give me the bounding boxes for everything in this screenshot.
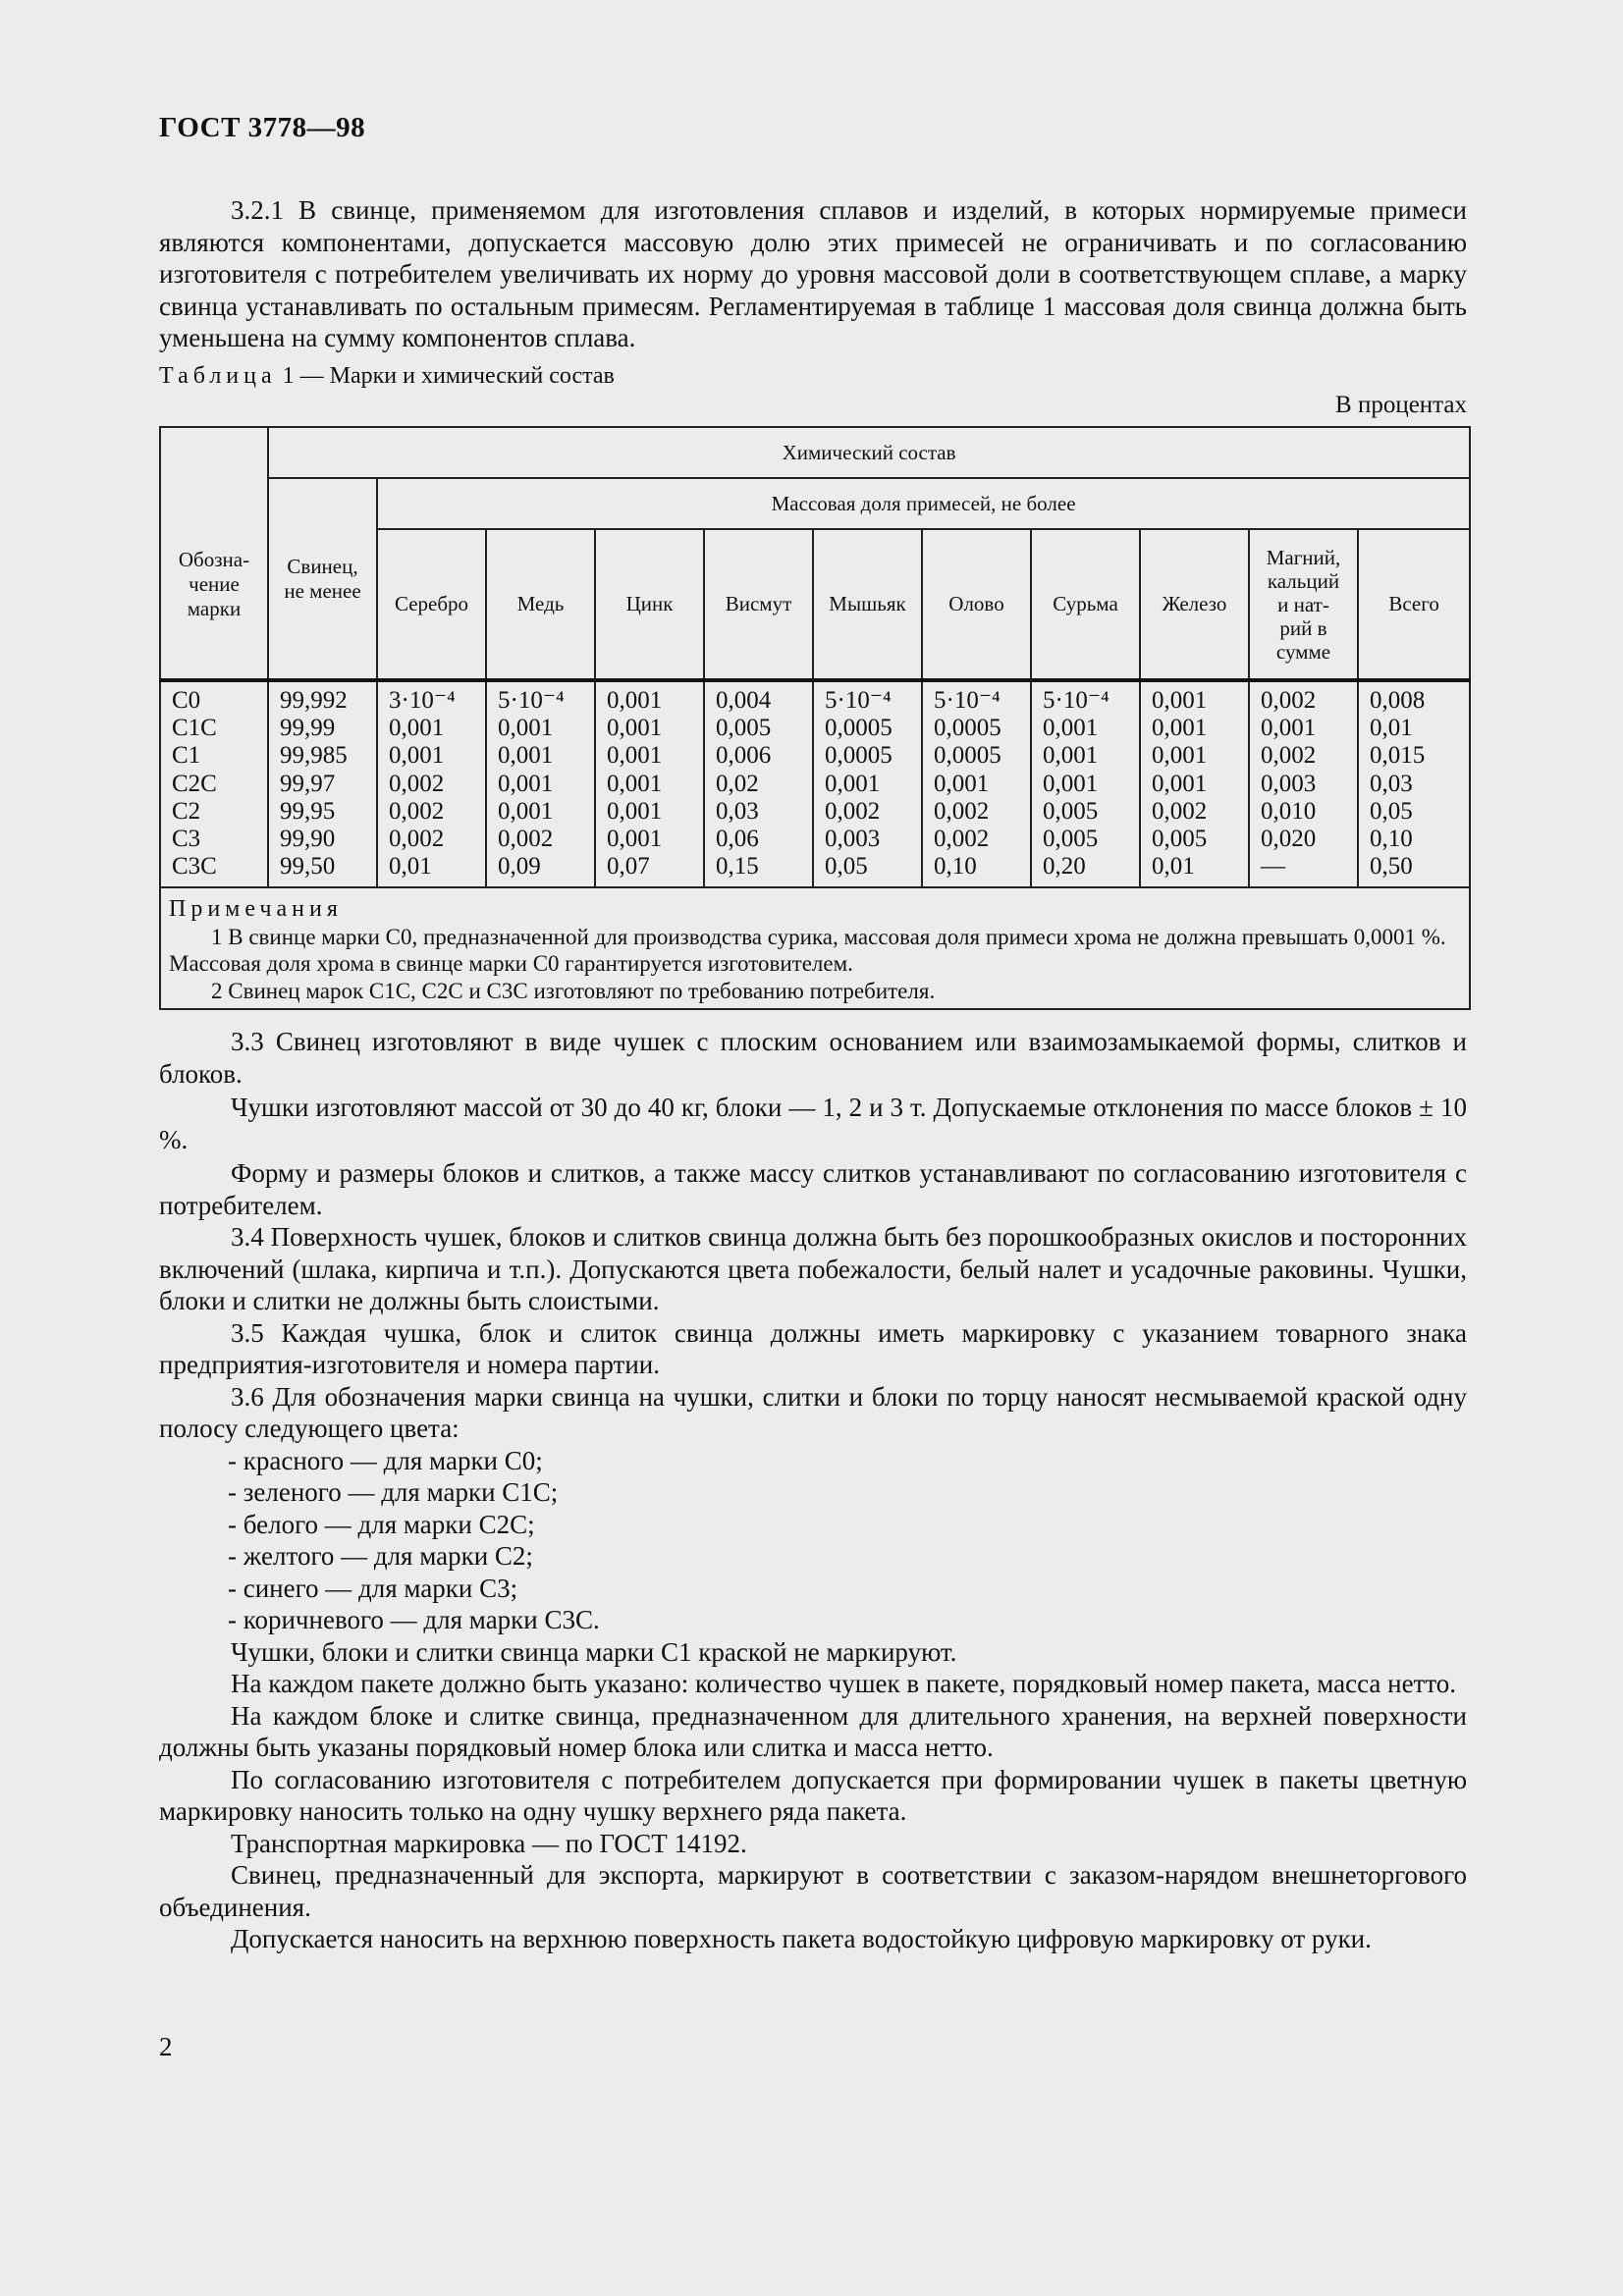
paragraph: Чушки изготовляют массой от 30 до 40 кг, блоки — 1, 2 и 3 т. Допускаемые отклонения по массе блоков ± 10 %.: [159, 1093, 1467, 1154]
paragraph: Форму и размеры блоков и слитков, а также массу слитков устанавливают по согласованию изготовителя с потребителем.: [159, 1158, 1467, 1220]
list-item: - белого — для марки С2С;: [228, 1509, 535, 1539]
header-lead: Свинец, не менее: [268, 478, 377, 680]
header-chemical-composition: Химический состав: [268, 427, 1470, 478]
list-item: - зеленого — для марки С1С;: [228, 1477, 559, 1507]
paragraph: Транспортная маркировка — по ГОСТ 14192.: [231, 1828, 747, 1858]
paragraph: 3.5 Каждая чушка, блок и слиток свинца должны иметь маркировку с указанием товарного знака предприятия-изготовителя и номера партии.: [159, 1317, 1467, 1379]
table-units: В процентах: [1335, 392, 1467, 418]
paragraph: На каждом блоке и слитке свинца, предназначенном для длительного хранения, на верхней поверхности должны быть указаны порядковый номер блока или слитка и масса нетто.: [159, 1700, 1467, 1762]
col-copper: 5·10⁻⁴ 0,001 0,001 0,001 0,001 0,002 0,09: [486, 680, 595, 887]
document-header: ГОСТ 3778—98: [159, 112, 366, 143]
col-tin: 5·10⁻⁴ 0,0005 0,0005 0,001 0,002 0,002 0,10: [922, 680, 1031, 887]
table-notes: [160, 887, 1470, 1009]
header-arsenic: Мышьяк: [813, 529, 922, 680]
col-bismuth: 0,004 0,005 0,006 0,02 0,03 0,06 0,15: [704, 680, 813, 887]
header-grade: Обозна- чение марки: [160, 427, 268, 680]
list-item: - желтого — для марки С2;: [228, 1541, 533, 1571]
table-caption-word: Таблица: [159, 363, 277, 389]
header-iron: Железо: [1140, 529, 1249, 680]
col-total: 0,008 0,01 0,015 0,03 0,05 0,10 0,50: [1358, 680, 1470, 887]
header-zinc: Цинк: [595, 529, 704, 680]
col-grade: С0 С1С С1 С2С С2 С3 С3С: [160, 680, 268, 887]
paragraph: Свинец, предназначенный для экспорта, маркируют в соответствии с заказом-нарядом внешнеторгового объединения.: [159, 1860, 1467, 1922]
paragraph: Допускается наносить на верхнюю поверхность пакета водостойкую цифровую маркировку от руки.: [231, 1924, 1372, 1953]
col-arsenic: 5·10⁻⁴ 0,0005 0,0005 0,001 0,002 0,003 0,05: [813, 680, 922, 887]
header-total: Всего: [1358, 529, 1470, 680]
paragraph: 3.6 Для обозначения марки свинца на чушки, слитки и блоки по торцу наносят несмываемой краской одну полосу следующего цвета:: [159, 1381, 1467, 1443]
paragraph: По согласованию изготовителя с потребителем допускается при формировании чушек в пакеты цветную маркировку наносить только на одну чушку верхнего ряда пакета.: [159, 1764, 1467, 1826]
paragraph: На каждом пакете должно быть указано: количество чушек в пакете, порядковый номер пакета, масса нетто.: [231, 1669, 1457, 1698]
col-silver: 3·10⁻⁴ 0,001 0,001 0,002 0,002 0,002 0,01: [377, 680, 486, 887]
col-mg-ca-na: 0,002 0,001 0,002 0,003 0,010 0,020 —: [1249, 680, 1358, 887]
color-list: [159, 1445, 1467, 1636]
notes-heading: Примечания: [169, 896, 343, 922]
col-iron: 0,001 0,001 0,001 0,001 0,002 0,005 0,01: [1140, 680, 1249, 887]
header-impurities: Массовая доля примесей, не более: [377, 478, 1470, 529]
header-bismuth: Висмут: [704, 529, 813, 680]
page-number: 2: [159, 2032, 173, 2061]
paragraph: 3.2.1 В свинце, применяемом для изготовления сплавов и изделий, в которых нормируемые примеси являются компонентами, допускается массовую долю этих примесей не ограничивать и по согласованию изготовителя с потребителем увеличивать их норму до уровня массовой доли в соответствующем сплаве, а марку свинца устанавливать по остальным примесям. Регламентируемая в таблице 1 массовая доля свинца должна быть уменьшена на сумму компонентов сплава.: [159, 195, 1467, 352]
note-1: 1 В свинце марки С0, предназначенной для производства сурика, массовая доля примеси хрома не должна превышать 0,0001 %. Массовая доля хрома в свинце марки С0 гарантируется изготовителем.: [169, 924, 1446, 976]
col-lead: 99,992 99,99 99,985 99,97 99,95 99,90 99,50: [268, 680, 377, 887]
col-zinc: 0,001 0,001 0,001 0,001 0,001 0,001 0,07: [595, 680, 704, 887]
paragraph: Чушки, блоки и слитки свинца марки С1 краской не маркируют.: [231, 1636, 957, 1667]
list-item: - красного — для марки С0;: [228, 1445, 543, 1475]
list-item: - синего — для марки С3;: [228, 1573, 518, 1603]
header-antimony: Сурьма: [1031, 529, 1140, 680]
header-copper: Медь: [486, 529, 595, 680]
body-text: [159, 1026, 1467, 1955]
composition-table: [159, 426, 1471, 1010]
paragraph: 3.3 Свинец изготовляют в виде чушек с плоским основанием или взаимозамыкаемой формы, слитков и блоков.: [159, 1027, 1467, 1089]
paragraph: 3.4 Поверхность чушек, блоков и слитков свинца должна быть без порошкообразных окислов и посторонних включений (шлака, кирпича и т.п.). Допускаются цвета побежалости, белый налет и усадочные раковины. Чушки, блоки и слитки не должны быть слоистыми.: [159, 1222, 1467, 1315]
table-caption-title: 1 — Марки и химический состав: [276, 363, 615, 389]
table-caption: [159, 363, 615, 390]
section-3-2-1: [159, 194, 1467, 354]
header-tin: Олово: [922, 529, 1031, 680]
col-antimony: 5·10⁻⁴ 0,001 0,001 0,001 0,005 0,005 0,20: [1031, 680, 1140, 887]
list-item: - коричневого — для марки С3С.: [228, 1605, 600, 1634]
header-mg-ca-na: Магний, кальций и нат- рий в сумме: [1249, 529, 1358, 680]
note-2: 2 Свинец марок С1С, С2С и С3С изготовляют по требованию потребителя.: [211, 978, 936, 1003]
header-silver: Серебро: [377, 529, 486, 680]
